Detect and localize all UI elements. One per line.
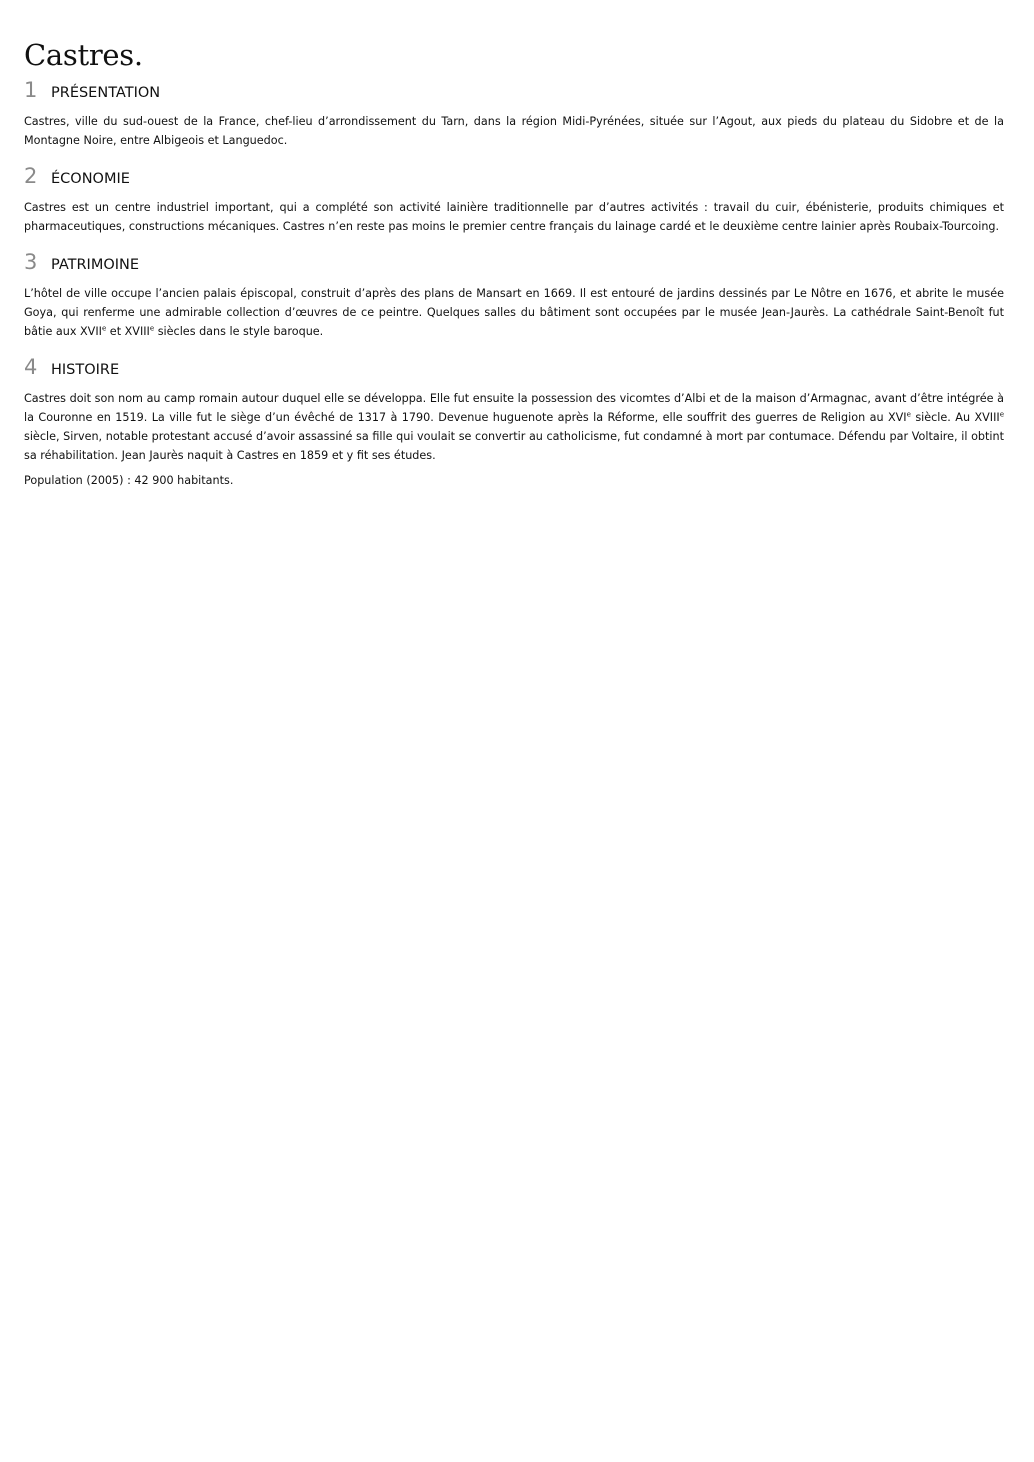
section-patrimoine [24, 248, 1004, 341]
page-title: Castres. [24, 38, 143, 72]
paragraph-text: L’hôtel de ville occupe l’ancien palais épiscopal, construit d’après des plans de Mansart en 1669. Il est entouré de jardins dessinés par Le Nôtre en 1676, et abrite le musée Goya, qui renferme une admirable collection d’œuvres de ce peintre. Quelques salles du bâtiment sont occupées par le musée Jean-Jaurès. La cathédrale Saint-Benoît fut bâtie aux XVII [24, 287, 1004, 338]
section-histoire [24, 353, 1004, 490]
paragraph-text: et XVIII [106, 325, 150, 338]
superscript: e [906, 410, 911, 419]
section-title: ÉCONOMIE [51, 171, 130, 187]
section-number: 2 [24, 164, 38, 188]
section-paragraph: Castres, ville du sud-ouest de la France, chef-lieu d’arrondissement du Tarn, dans la région Midi-Pyrénées, située sur l’Agout, aux pieds du plateau du Sidobre et de la Montagne Noire, entre Albigeois et Languedoc. [24, 115, 1004, 147]
section-heading [24, 76, 1004, 106]
paragraph-text: siècles dans le style baroque. [154, 325, 324, 338]
population-line: Population (2005) : 42 900 habitants. [24, 474, 234, 487]
section-heading [24, 248, 1004, 278]
section-number: 1 [24, 78, 38, 102]
section-heading [24, 162, 1004, 192]
superscript: e [149, 324, 155, 333]
section-paragraph: Castres est un centre industriel important, qui a complété son activité lainière traditionnelle par d’autres activités : travail du cuir, ébénisterie, produits chimiques et pharmaceutiques, constructions mécaniques. Castres n’en reste pas moins le premier centre français du lainage cardé et le deuxième centre lainier après Roubaix-Tourcoing. [24, 201, 1004, 233]
section-paragraph [24, 284, 1004, 341]
section-title: PATRIMOINE [51, 257, 140, 273]
section-number: 3 [24, 250, 38, 274]
section-paragraph [24, 389, 1004, 465]
paragraph-text: siècle, Sirven, notable protestant accusé d’avoir assassiné sa fille qui voulait se convertir au catholicisme, fut condamné à mort par contumace. Défendu par Voltaire, il obtint sa réhabilitation. Jean Jaurès naquit à Castres en 1859 et y fit ses études. [24, 430, 1004, 462]
superscript: e [101, 324, 107, 333]
paragraph-text: siècle. Au XVIII [910, 411, 1000, 424]
section-title: HISTOIRE [51, 362, 120, 378]
section-heading [24, 353, 1004, 383]
section-presentation [24, 76, 1004, 150]
section-economie [24, 162, 1004, 236]
section-title: PRÉSENTATION [51, 85, 161, 101]
paragraph-text: Castres doit son nom au camp romain autour duquel elle se développa. Elle fut ensuite la possession des vicomtes d’Albi et de la maison d’Armagnac, avant d’être intégrée à la Couronne en 1519. La ville fut le siège d’un évêché de 1317 à 1790. Devenue huguenote après la Réforme, elle souffrit des guerres de Religion au XVI [24, 392, 1004, 424]
document-page [24, 0, 1004, 490]
section-number: 4 [24, 355, 38, 379]
superscript: e [999, 410, 1004, 419]
